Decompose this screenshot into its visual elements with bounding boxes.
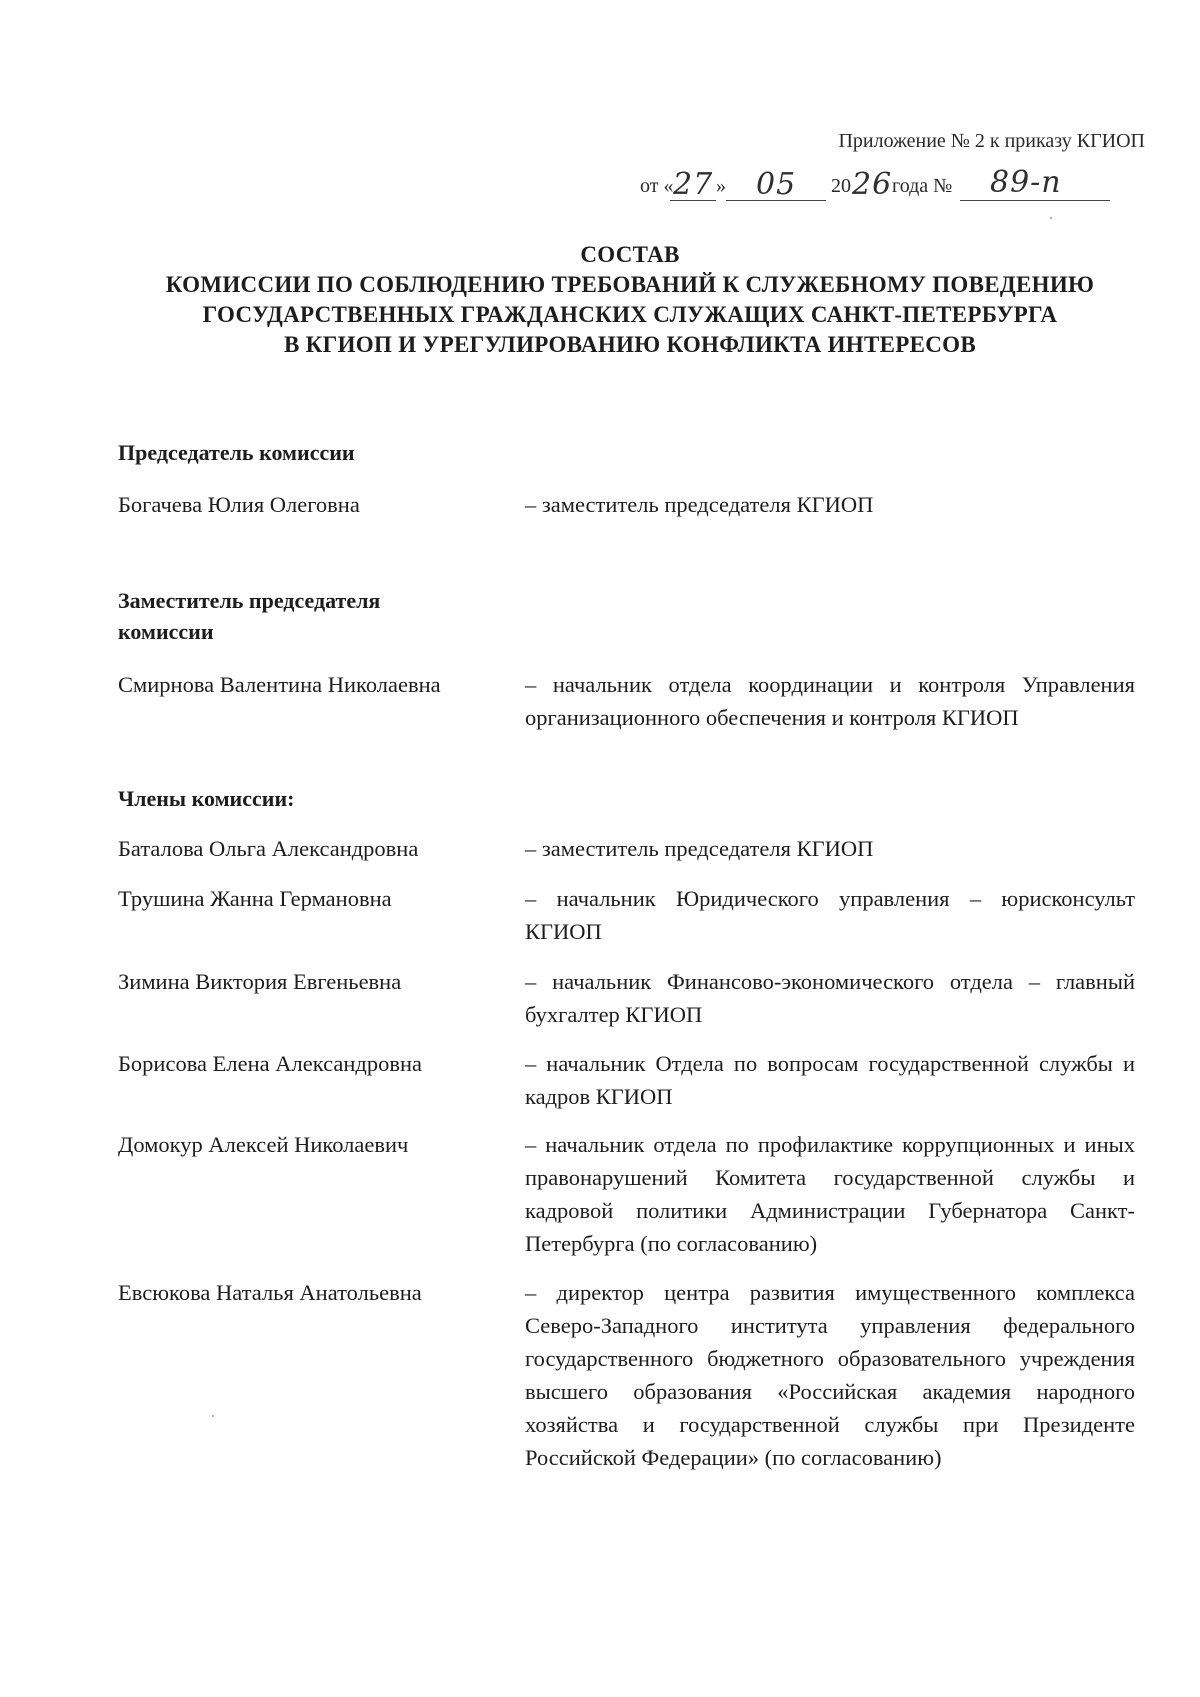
order-number-handwritten: 89-п (990, 165, 1062, 200)
section-heading-vice-chair: Заместитель председателя комиссии (118, 588, 381, 644)
member-name: Борисова Елена Александровна (118, 1051, 422, 1076)
document-title (80, 240, 1180, 360)
member-name: Трушина Жанна Германовна (118, 886, 392, 911)
member-position: – начальник отдела по профилактике коррупционных и иных правонарушений Комитета государственной службы и кадровой политики Администрации Губернатора Санкт-Петербурга (по согласованию) (525, 1132, 1135, 1256)
member-name: Домокур Алексей Николаевич (118, 1132, 409, 1157)
title-line: ГОСУДАРСТВЕННЫХ ГРАЖДАНСКИХ СЛУЖАЩИХ САНКТ-ПЕТЕРБУРГА (202, 302, 1058, 327)
order-month-underline (726, 200, 826, 201)
title-line: СОСТАВ (580, 242, 680, 267)
member-position: – начальник Юридического управления – юрисконсульт КГИОП (525, 886, 1135, 944)
order-month-handwritten: 05 (756, 167, 797, 202)
section-heading-members: Члены комиссии: (118, 786, 295, 811)
order-number-underline (960, 200, 1110, 201)
member-position: – начальник отдела координации и контроля Управления организационного обеспечения и контроля КГИОП (525, 672, 1135, 730)
member-position: – начальник Финансово-экономического отдела – главный бухгалтер КГИОП (525, 969, 1135, 1027)
title-line: КОМИССИИ ПО СОБЛЮДЕНИЮ ТРЕБОВАНИЙ К СЛУЖЕБНОМУ ПОВЕДЕНИЮ (165, 272, 1095, 297)
order-prefix: от « (640, 175, 674, 197)
order-day-close: » (716, 175, 726, 197)
order-date-line (640, 165, 1145, 204)
member-name: Богачева Юлия Олеговна (118, 492, 360, 517)
order-year-label: года № (892, 175, 953, 197)
member-name: Баталова Ольга Александровна (118, 836, 419, 861)
title-line: В КГИОП И УРЕГУЛИРОВАНИЮ КОНФЛИКТА ИНТЕРЕСОВ (283, 332, 977, 357)
scan-speck (1050, 217, 1052, 219)
member-position: – начальник Отдела по вопросам государственной службы и кадров КГИОП (525, 1051, 1135, 1109)
order-year-prefix: 20 (831, 175, 851, 197)
member-position: – заместитель председателя КГИОП (525, 492, 874, 517)
section-heading-chair: Председатель комиссии (118, 440, 355, 465)
member-position: – директор центра развития имущественного комплекса Северо-Западного института управления федерального государственного бюджетного образовательного учреждения высшего образования «Российская академия народного хозяйства и государственной службы при Президенте Российской Федерации» (по согласованию) (525, 1280, 1135, 1470)
order-day-handwritten: 27 (673, 167, 714, 202)
scan-speck (212, 1415, 214, 1417)
member-name: Смирнова Валентина Николаевна (118, 672, 441, 697)
appendix-reference: Приложение № 2 к приказу КГИОП (838, 130, 1145, 152)
member-name: Зимина Виктория Евгеньевна (118, 969, 402, 994)
order-year-handwritten: 26 (852, 167, 893, 202)
member-name: Евсюкова Наталья Анатольевна (118, 1280, 422, 1305)
order-day-underline (670, 200, 716, 201)
member-position: – заместитель председателя КГИОП (525, 836, 874, 861)
